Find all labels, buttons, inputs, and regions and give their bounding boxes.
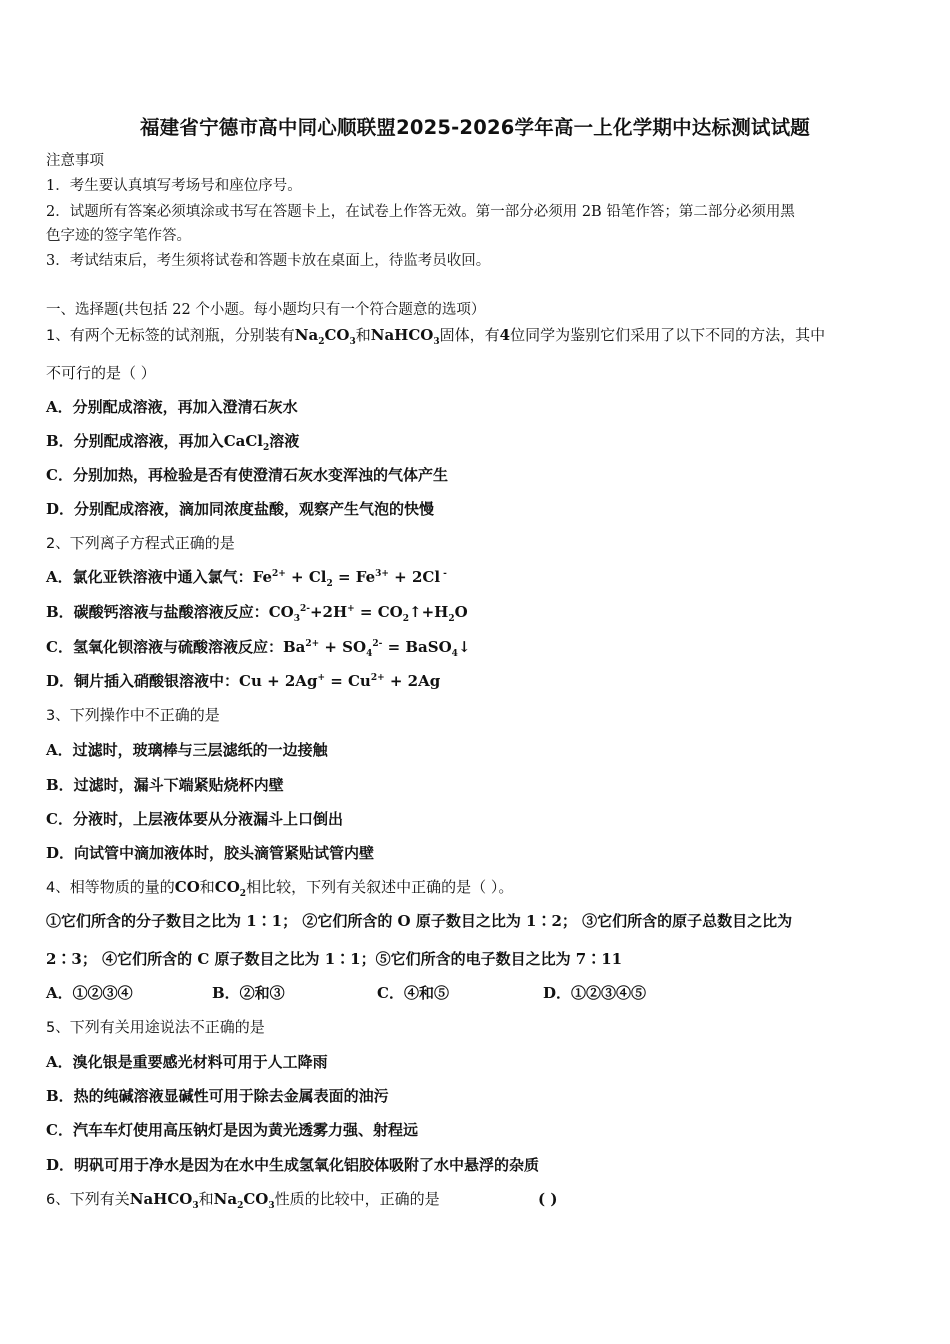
question-2-stem: 2、下列离子方程式正确的是 bbox=[46, 534, 235, 552]
question-5-stem: 5、下列有关用途说法不正确的是 bbox=[46, 1018, 265, 1036]
question-4-stem: 4、相等物质的量的CO和$CO_2$相比较，下列有关叙述中正确的是（ ）。 bbox=[46, 878, 514, 899]
question-4-option-c: C．④和⑤ bbox=[377, 984, 449, 1002]
question-3-option-d: D．向试管中滴加液体时，胶头滴管紧贴试管内壁 bbox=[46, 844, 375, 862]
question-1-option-d: D．分别配成溶液，滴加同浓度盐酸，观察产生气泡的快慢 bbox=[46, 500, 435, 518]
question-4-option-d: D．①②③④⑤ bbox=[543, 984, 647, 1002]
question-number: 3、 bbox=[46, 708, 70, 724]
question-5-option-d: D．明矾可用于净水是因为在水中生成氢氧化铝胶体吸附了水中悬浮的杂质 bbox=[46, 1156, 540, 1174]
question-6-stem: 6、下列有关NaHCO$_3$和$Na_2CO_3$性质的比较中，正确的是 bbox=[46, 1190, 440, 1211]
question-1-stem: 1、有两个无标签的试剂瓶，分别装有$Na_2CO_3$和NaHCO$_3$固体，有4位同学为鉴别它们采用了以下不同的方法，其中 bbox=[46, 326, 826, 347]
question-2-option-a: A．氯化亚铁溶液中通入氯气：$Fe^{2+} + Cl_2 = Fe^{3+} + 2Cl$ - bbox=[46, 568, 447, 589]
question-number: 1、 bbox=[46, 328, 70, 344]
notice-item-3: 3．考试结束后，考生须将试卷和答题卡放在桌面上，待监考员收回。 bbox=[46, 253, 491, 269]
question-1-stem-cont: 不可行的是（ ） bbox=[46, 364, 156, 382]
question-4-statements-cont: 2∶3； ④它们所含的 C 原子数目之比为 1∶1；⑤它们所含的电子数目之比为 7∶11 bbox=[46, 950, 623, 968]
question-number: 6、 bbox=[46, 1192, 70, 1208]
question-4-option-a: A．①②③④ bbox=[46, 984, 133, 1002]
notice-item-1: 1．考生要认真填写考场号和座位序号。 bbox=[46, 178, 302, 194]
question-3-option-a: A．过滤时，玻璃棒与三层滤纸的一边接触 bbox=[46, 741, 328, 759]
question-4-statements: ①它们所含的分子数目之比为 1∶1； ②它们所含的 O 原子数目之比为 1∶2； ③它们所含的原子总数目之比为 bbox=[46, 912, 793, 930]
section-heading: 一、选择题(共包括 22 个小题。每小题均只有一个符合题意的选项） bbox=[46, 302, 486, 318]
question-5-option-b: B．热的纯碱溶液显碱性可用于除去金属表面的油污 bbox=[46, 1087, 389, 1105]
question-5-option-a: A．溴化银是重要感光材料可用于人工降雨 bbox=[46, 1053, 328, 1071]
question-2-option-d: D．铜片插入硝酸银溶液中：$Cu + 2Ag^+ = Cu^{2+} + 2Ag$ bbox=[46, 672, 441, 690]
question-number: 2、 bbox=[46, 536, 70, 552]
question-3-option-b: B．过滤时，漏斗下端紧贴烧杯内壁 bbox=[46, 776, 284, 794]
notice-heading: 注意事项 bbox=[46, 153, 104, 169]
question-number: 5、 bbox=[46, 1020, 70, 1036]
question-2-option-b: B．碳酸钙溶液与盐酸溶液反应：$CO_3^{2-}+2H^+$ = $CO_2↑+H_2O$ bbox=[46, 603, 468, 624]
question-1-option-b: B．分别配成溶液，再加入CaCl$_2$溶液 bbox=[46, 432, 300, 453]
question-number: 4、 bbox=[46, 880, 70, 896]
question-2-option-c: C．氢氧化钡溶液与硫酸溶液反应：$Ba^{2+} + SO_4^{2-}$ = BaSO$_4$↓ bbox=[46, 638, 471, 659]
notice-item-2-cont: 色字迹的签字笔作答。 bbox=[46, 228, 191, 244]
question-3-option-c: C．分液时，上层液体要从分液漏斗上口倒出 bbox=[46, 810, 343, 828]
page-title: 福建省宁德市高中同心顺联盟2025-2026学年高一上化学期中达标测试试题 bbox=[139, 116, 811, 139]
question-4-option-b: B．②和③ bbox=[212, 984, 285, 1002]
question-3-stem: 3、下列操作中不正确的是 bbox=[46, 706, 220, 724]
answer-blank: ( ) bbox=[538, 1190, 558, 1208]
question-1-option-a: A．分别配成溶液，再加入澄清石灰水 bbox=[46, 398, 298, 416]
question-5-option-c: C．汽车车灯使用高压钠灯是因为黄光透雾力强、射程远 bbox=[46, 1121, 418, 1139]
notice-item-2: 2．试题所有答案必须填涂或书写在答题卡上，在试卷上作答无效。第一部分必须用 2B 铅笔作答；第二部分必须用黑 bbox=[46, 204, 795, 220]
question-1-option-c: C．分别加热，再检验是否有使澄清石灰水变浑浊的气体产生 bbox=[46, 466, 448, 484]
